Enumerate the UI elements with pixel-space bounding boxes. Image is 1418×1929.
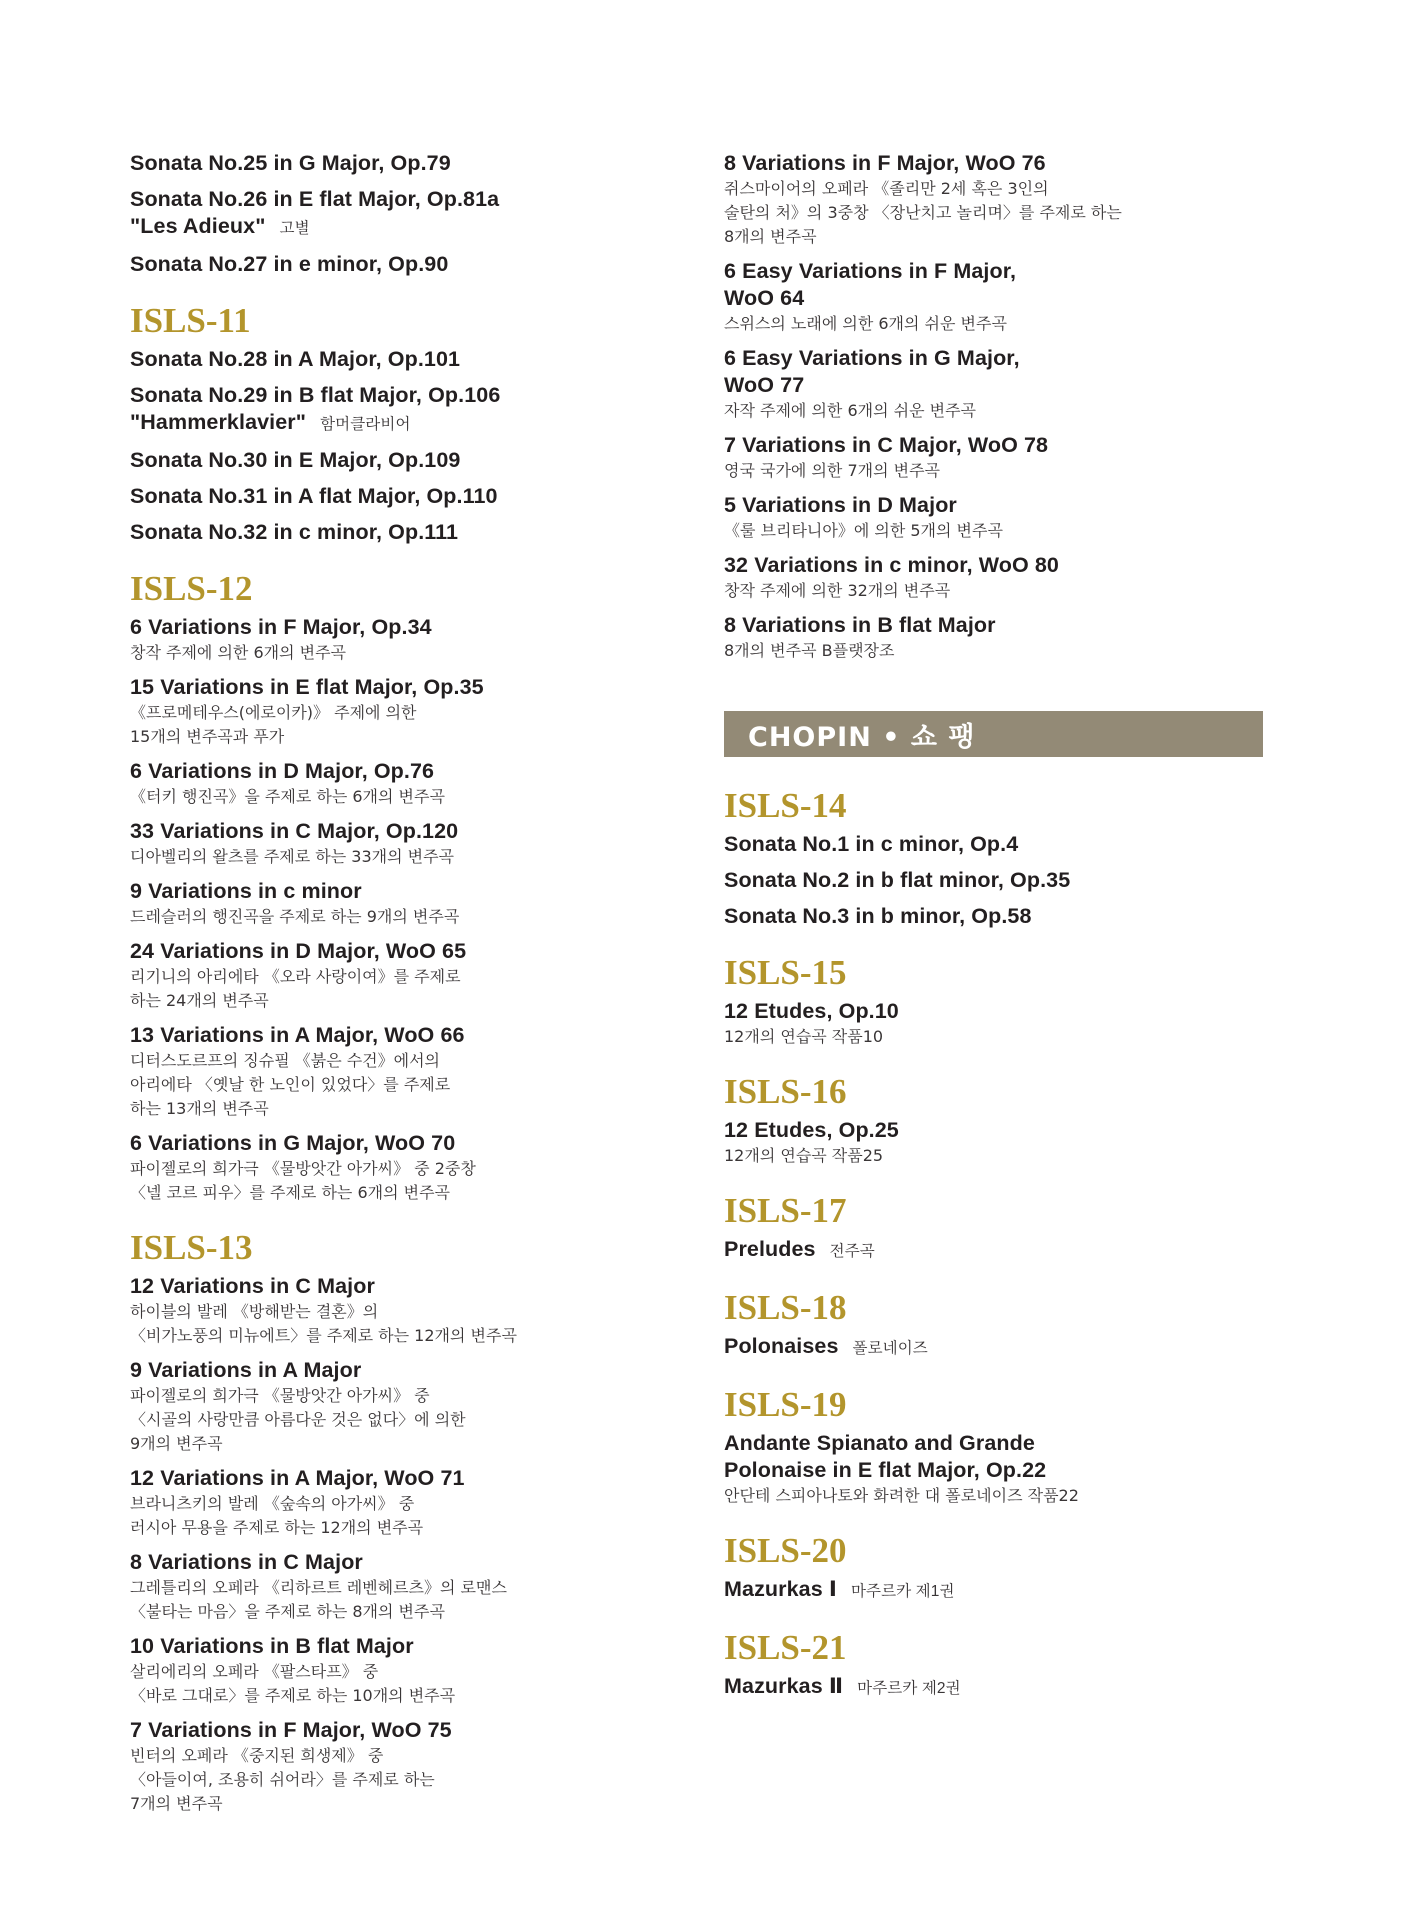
work-title-text: Sonata No.25 in G Major, Op.79 bbox=[130, 151, 451, 175]
work-korean-description: 파이젤로의 희가극 《물방앗간 아가씨》 중 bbox=[130, 1386, 430, 1405]
work-entry bbox=[130, 1130, 690, 1205]
isls-15-list bbox=[724, 998, 1304, 1049]
section-heading-isls-13: ISLS-13 bbox=[130, 1228, 253, 1267]
work-title bbox=[130, 674, 690, 701]
work-title-continued-text: "Hammerklavier" bbox=[130, 410, 307, 434]
work-korean-description: 스위스의 노래에 의한 6개의 쉬운 변주곡 bbox=[724, 314, 1007, 333]
work-title bbox=[130, 1273, 690, 1300]
work-title-continued-text: Polonaise in E flat Major, Op.22 bbox=[724, 1458, 1047, 1482]
section-heading-isls-15: ISLS-15 bbox=[724, 953, 847, 992]
work-korean-description: 〈불타는 마음〉을 주제로 하는 8개의 변주곡 bbox=[130, 1602, 445, 1621]
work-title-text: 6 Easy Variations in F Major, bbox=[724, 259, 1017, 283]
work-title bbox=[130, 519, 690, 546]
work-entry bbox=[724, 1673, 1304, 1702]
right-top-group bbox=[724, 150, 1304, 663]
isls-13-list bbox=[130, 1273, 690, 1816]
chopin-banner bbox=[724, 711, 1263, 757]
work-korean-description: 빈터의 오페라 《중지된 희생제》 중 bbox=[130, 1746, 384, 1765]
work-title bbox=[130, 1022, 690, 1049]
work-title-text: 5 Variations in D Major bbox=[724, 493, 957, 517]
chopin-banner-label: CHOPIN • 쇼 팽 bbox=[748, 721, 976, 753]
work-title-text: 7 Variations in C Major, WoO 78 bbox=[724, 433, 1049, 457]
work-entry bbox=[130, 1357, 690, 1456]
work-title-text: 8 Variations in B flat Major bbox=[724, 613, 996, 637]
work-entry bbox=[130, 1633, 690, 1708]
work-title-text: 12 Etudes, Op.25 bbox=[724, 1118, 899, 1142]
work-title-text: 15 Variations in E flat Major, Op.35 bbox=[130, 675, 484, 699]
work-entry bbox=[724, 1236, 1304, 1265]
work-title bbox=[724, 1333, 1304, 1362]
work-entry bbox=[130, 938, 690, 1013]
work-title-text: Sonata No.27 in e minor, Op.90 bbox=[130, 252, 449, 276]
work-entry bbox=[724, 492, 1304, 543]
work-korean-description: 그레틀리의 오페라 《리하르트 레벤헤르츠》의 로맨스 bbox=[130, 1578, 507, 1597]
work-entry bbox=[130, 1022, 690, 1121]
work-entry bbox=[724, 867, 1304, 894]
work-title bbox=[724, 432, 1304, 459]
work-title bbox=[130, 382, 690, 409]
work-title bbox=[724, 831, 1304, 858]
work-korean-description: 하는 24개의 변주곡 bbox=[130, 991, 269, 1010]
work-title bbox=[724, 998, 1304, 1025]
work-title-text: 10 Variations in B flat Major bbox=[130, 1634, 414, 1658]
work-korean-description: 아리에타 〈옛날 한 노인이 있었다〉를 주제로 bbox=[130, 1075, 451, 1094]
work-title bbox=[724, 150, 1304, 177]
section-heading-isls-19: ISLS-19 bbox=[724, 1385, 847, 1424]
work-korean-description: 살리에리의 오페라 《팔스타프》 중 bbox=[130, 1662, 379, 1681]
work-title-text: 6 Variations in D Major, Op.76 bbox=[130, 759, 435, 783]
work-title bbox=[130, 1717, 690, 1744]
work-korean-description: 《룰 브리타니아》에 의한 5개의 변주곡 bbox=[724, 521, 1003, 540]
work-title bbox=[130, 614, 690, 641]
section-heading-isls-11: ISLS-11 bbox=[130, 301, 251, 340]
work-title bbox=[130, 483, 690, 510]
work-entry bbox=[130, 1549, 690, 1624]
work-title-continued-text: "Les Adieux" bbox=[130, 214, 266, 238]
work-korean-description: 9개의 변주곡 bbox=[130, 1434, 223, 1453]
work-korean-description: 리기니의 아리에타 《오라 사랑이여》를 주제로 bbox=[130, 967, 461, 986]
work-entry bbox=[130, 818, 690, 869]
section-heading-isls-20: ISLS-20 bbox=[724, 1531, 847, 1570]
work-korean-note: 전주곡 bbox=[829, 1243, 875, 1260]
work-title-text: 9 Variations in A Major bbox=[130, 1358, 362, 1382]
work-title-text: Sonata No.26 in E flat Major, Op.81a bbox=[130, 187, 500, 211]
work-entry bbox=[724, 345, 1304, 423]
work-title-continued bbox=[724, 285, 1304, 312]
work-title bbox=[130, 938, 690, 965]
work-title-text: Sonata No.30 in E Major, Op.109 bbox=[130, 448, 461, 472]
work-korean-description: 8개의 변주곡 B플랫장조 bbox=[724, 641, 895, 660]
work-korean-description: 디터스도르프의 징슈필 《붉은 수건》에서의 bbox=[130, 1051, 441, 1070]
work-title bbox=[724, 612, 1304, 639]
work-title-text: 13 Variations in A Major, WoO 66 bbox=[130, 1023, 465, 1047]
work-korean-description: 12개의 연습곡 작품10 bbox=[724, 1027, 884, 1046]
work-korean-description: 〈넬 코르 피우〉를 주제로 하는 6개의 변주곡 bbox=[130, 1183, 450, 1202]
work-korean-description: 8개의 변주곡 bbox=[724, 227, 817, 246]
work-entry bbox=[724, 998, 1304, 1049]
isls-12-list bbox=[130, 614, 690, 1205]
work-title bbox=[130, 818, 690, 845]
work-korean-description: 12개의 연습곡 작품25 bbox=[724, 1146, 884, 1165]
work-title-text: 32 Variations in c minor, WoO 80 bbox=[724, 553, 1059, 577]
work-korean-description: 러시아 무용을 주제로 하는 12개의 변주곡 bbox=[130, 1518, 424, 1537]
work-title-text: Preludes bbox=[724, 1237, 816, 1261]
work-entry bbox=[130, 758, 690, 809]
work-korean-note: 함머클라비어 bbox=[320, 416, 411, 433]
work-korean-note: 폴로네이즈 bbox=[852, 1340, 928, 1357]
work-title bbox=[724, 1430, 1304, 1457]
work-korean-description: 〈아들이여, 조용히 쉬어라〉를 주제로 하는 bbox=[130, 1770, 435, 1789]
work-korean-description: 〈비가노풍의 미뉴에트〉를 주제로 하는 12개의 변주곡 bbox=[130, 1326, 517, 1345]
work-title-continued bbox=[130, 213, 690, 242]
isls-20-list bbox=[724, 1576, 1304, 1605]
work-korean-description: 술탄의 처》의 3중창 〈장난치고 놀리며〉를 주제로 하는 bbox=[724, 203, 1122, 222]
work-title-text: Andante Spianato and Grande bbox=[724, 1431, 1035, 1455]
work-entry bbox=[130, 519, 690, 546]
work-korean-note: 마주르카 제2권 bbox=[857, 1680, 961, 1697]
work-title-text: Mazurkas Ⅰ bbox=[724, 1577, 837, 1601]
work-title bbox=[130, 1633, 690, 1660]
work-title-text: Sonata No.2 in b flat minor, Op.35 bbox=[724, 868, 1071, 892]
work-title bbox=[724, 552, 1304, 579]
isls-16-list bbox=[724, 1117, 1304, 1168]
work-title-continued bbox=[724, 1457, 1304, 1484]
section-heading-isls-16: ISLS-16 bbox=[724, 1072, 847, 1111]
work-title bbox=[130, 1465, 690, 1492]
work-entry bbox=[130, 1273, 690, 1348]
work-entry bbox=[130, 346, 690, 373]
work-korean-note: 마주르카 제1권 bbox=[850, 1583, 955, 1600]
work-korean-description: 〈시골의 사랑만큼 아름다운 것은 없다〉에 의한 bbox=[130, 1410, 466, 1429]
work-title-text: 6 Variations in F Major, Op.34 bbox=[130, 615, 432, 639]
section-heading-isls-21: ISLS-21 bbox=[724, 1628, 847, 1667]
work-entry bbox=[724, 150, 1304, 249]
work-entry bbox=[724, 831, 1304, 858]
work-korean-description: 창작 주제에 의한 32개의 변주곡 bbox=[724, 581, 951, 600]
work-title-text: Sonata No.29 in B flat Major, Op.106 bbox=[130, 383, 501, 407]
work-title bbox=[130, 346, 690, 373]
work-title bbox=[724, 345, 1304, 372]
work-korean-description: 하이블의 발레 《방해받는 결혼》의 bbox=[130, 1302, 379, 1321]
work-title bbox=[130, 251, 690, 278]
work-korean-description: 〈바로 그대로〉를 주제로 하는 10개의 변주곡 bbox=[130, 1686, 456, 1705]
work-title bbox=[130, 1130, 690, 1157]
work-title bbox=[724, 1673, 1304, 1702]
work-title-continued bbox=[724, 372, 1304, 399]
work-korean-description: 7개의 변주곡 bbox=[130, 1794, 223, 1813]
right-column bbox=[724, 150, 1304, 1711]
work-title bbox=[130, 447, 690, 474]
work-entry bbox=[724, 1117, 1304, 1168]
work-title bbox=[130, 878, 690, 905]
work-korean-description: 쥐스마이어의 오페라 《졸리만 2세 혹은 3인의 bbox=[724, 179, 1049, 198]
work-title bbox=[724, 1117, 1304, 1144]
work-title-text: Mazurkas Ⅱ bbox=[724, 1674, 844, 1698]
isls-18-list bbox=[724, 1333, 1304, 1362]
work-title-text: 12 Variations in A Major, WoO 71 bbox=[130, 1466, 465, 1490]
work-entry bbox=[130, 150, 690, 177]
work-title bbox=[724, 1236, 1304, 1265]
work-korean-description: 영국 국가에 의한 7개의 변주곡 bbox=[724, 461, 940, 480]
work-title bbox=[130, 758, 690, 785]
work-entry bbox=[130, 1717, 690, 1816]
work-title bbox=[724, 903, 1304, 930]
work-korean-description: 드레슬러의 행진곡을 주제로 하는 9개의 변주곡 bbox=[130, 907, 460, 926]
work-entry bbox=[724, 1576, 1304, 1605]
work-title-text: 24 Variations in D Major, WoO 65 bbox=[130, 939, 467, 963]
work-entry bbox=[724, 258, 1304, 336]
work-title-text: 8 Variations in C Major bbox=[130, 1550, 363, 1574]
work-title-text: 8 Variations in F Major, WoO 76 bbox=[724, 151, 1046, 175]
isls-14-list bbox=[724, 831, 1304, 930]
section-heading-isls-12: ISLS-12 bbox=[130, 569, 253, 608]
work-title-continued bbox=[130, 409, 690, 438]
isls-21-list bbox=[724, 1673, 1304, 1702]
isls-11-list bbox=[130, 346, 690, 546]
work-title-text: Sonata No.3 in b minor, Op.58 bbox=[724, 904, 1032, 928]
work-korean-description: 《프로메테우스(에로이카)》 주제에 의한 bbox=[130, 703, 417, 722]
work-entry bbox=[130, 483, 690, 510]
work-korean-description: 디아벨리의 왈츠를 주제로 하는 33개의 변주곡 bbox=[130, 847, 454, 866]
work-title-text: 6 Easy Variations in G Major, bbox=[724, 346, 1020, 370]
work-title-text: Polonaises bbox=[724, 1334, 839, 1358]
section-heading-isls-18: ISLS-18 bbox=[724, 1288, 847, 1327]
work-korean-description: 하는 13개의 변주곡 bbox=[130, 1099, 269, 1118]
work-entry bbox=[130, 614, 690, 665]
work-title-text: Sonata No.31 in A flat Major, Op.110 bbox=[130, 484, 498, 508]
work-title-text: 9 Variations in c minor bbox=[130, 879, 362, 903]
work-entry bbox=[130, 447, 690, 474]
work-title-text: Sonata No.28 in A Major, Op.101 bbox=[130, 347, 461, 371]
work-title-text: Sonata No.1 in c minor, Op.4 bbox=[724, 832, 1019, 856]
work-entry bbox=[724, 1333, 1304, 1362]
work-title-text: 6 Variations in G Major, WoO 70 bbox=[130, 1131, 456, 1155]
work-entry bbox=[130, 382, 690, 438]
work-title-text: 7 Variations in F Major, WoO 75 bbox=[130, 1718, 452, 1742]
work-entry bbox=[724, 432, 1304, 483]
work-title bbox=[130, 1357, 690, 1384]
left-top-group bbox=[130, 150, 690, 278]
work-korean-description: 자작 주제에 의한 6개의 쉬운 변주곡 bbox=[724, 401, 976, 420]
work-korean-description: 창작 주제에 의한 6개의 변주곡 bbox=[130, 643, 346, 662]
work-korean-description: 15개의 변주곡과 푸가 bbox=[130, 727, 285, 746]
work-entry bbox=[724, 612, 1304, 663]
work-title-text: 12 Variations in C Major bbox=[130, 1274, 375, 1298]
work-entry bbox=[130, 674, 690, 749]
section-heading-isls-14: ISLS-14 bbox=[724, 786, 847, 825]
work-entry bbox=[130, 878, 690, 929]
work-title-text: 33 Variations in C Major, Op.120 bbox=[130, 819, 459, 843]
work-entry bbox=[724, 1430, 1304, 1508]
work-entry bbox=[130, 1465, 690, 1540]
work-title bbox=[724, 492, 1304, 519]
work-title bbox=[724, 258, 1304, 285]
work-korean-description: 파이젤로의 희가극 《물방앗간 아가씨》 중 2중창 bbox=[130, 1159, 476, 1178]
work-title-text: 12 Etudes, Op.10 bbox=[724, 999, 899, 1023]
work-entry bbox=[724, 903, 1304, 930]
work-title bbox=[130, 186, 690, 213]
work-title bbox=[724, 867, 1304, 894]
work-korean-description: 안단테 스피아나토와 화려한 대 폴로네이즈 작품22 bbox=[724, 1486, 1079, 1505]
work-entry bbox=[724, 552, 1304, 603]
work-title bbox=[724, 1576, 1304, 1605]
isls-19-list bbox=[724, 1430, 1304, 1508]
work-korean-note: 고별 bbox=[279, 220, 310, 237]
work-title-text: Sonata No.32 in c minor, Op.111 bbox=[130, 520, 459, 544]
work-korean-description: 《터키 행진곡》을 주제로 하는 6개의 변주곡 bbox=[130, 787, 445, 806]
work-korean-description: 브라니츠키의 발레 《숲속의 아가씨》 중 bbox=[130, 1494, 415, 1513]
work-title-continued-text: WoO 64 bbox=[724, 286, 805, 310]
work-title bbox=[130, 1549, 690, 1576]
isls-17-list bbox=[724, 1236, 1304, 1265]
left-column bbox=[130, 150, 690, 1825]
section-heading-isls-17: ISLS-17 bbox=[724, 1191, 847, 1230]
work-title bbox=[130, 150, 690, 177]
work-entry bbox=[130, 251, 690, 278]
work-entry bbox=[130, 186, 690, 242]
work-title-continued-text: WoO 77 bbox=[724, 373, 805, 397]
